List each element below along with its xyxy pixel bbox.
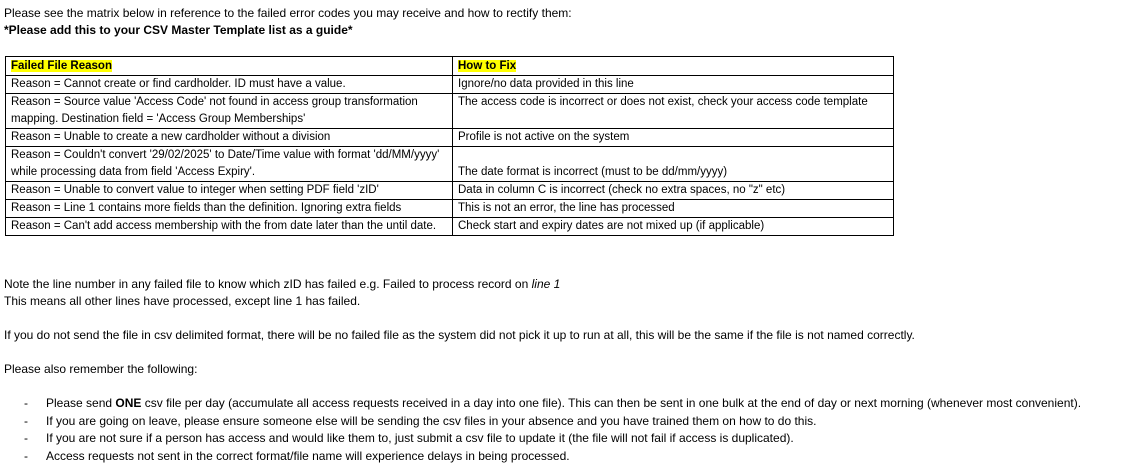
header-reason: Failed File Reason — [6, 57, 453, 76]
reason-cell: Reason = Unable to convert value to integer when setting PDF field 'zID' — [6, 182, 453, 200]
table-row — [6, 182, 894, 200]
fix-cell: Data in column C is incorrect (check no extra spaces, no "z" etc) — [453, 182, 894, 200]
reason-cell: Reason = Can't add access membership with the from date later than the until date. — [6, 218, 453, 236]
reason-cell: Reason = Source value 'Access Code' not found in access group transformation mapping. Destination field = 'Access Group Memberships' — [6, 94, 453, 129]
fix-cell: The date format is incorrect (must to be dd/mm/yyyy) — [453, 147, 894, 182]
failed-file-matrix — [5, 56, 894, 236]
reason-cell: Reason = Unable to create a new cardholder without a division — [6, 129, 453, 147]
csv-format-note: If you do not send the file in csv delimited format, there will be no failed file as the system did not pick it up to run at all, this will be the same if the file is not named correctly. — [4, 328, 915, 342]
fix-cell: Ignore/no data provided in this line — [453, 76, 894, 94]
table-row — [6, 218, 894, 236]
list-item: - If you are going on leave, please ensure someone else will be sending the csv files in your absence and you have trained them on how to do this. — [24, 413, 1081, 431]
table-row — [6, 147, 894, 182]
intro-block — [4, 5, 572, 39]
table-row — [6, 76, 894, 94]
header-fix: How to Fix — [453, 57, 894, 76]
fix-cell: The access code is incorrect or does not exist, check your access code template — [453, 94, 894, 129]
fix-cell: Profile is not active on the system — [453, 129, 894, 147]
table-row — [6, 129, 894, 147]
reason-cell: Reason = Couldn't convert '29/02/2025' to Date/Time value with format 'dd/MM/yyyy' while processing data from field 'Access Expiry'. — [6, 147, 453, 182]
reason-cell: Reason = Cannot create or find cardholder. ID must have a value. — [6, 76, 453, 94]
processed-note: This means all other lines have processed, except line 1 has failed. — [4, 294, 361, 308]
list-item: - Please send ONE csv file per day (accumulate all access requests received in a day into one file). This can then be sent in one bulk at the end of day or next morning (whenever most convenient). — [24, 395, 1081, 413]
reminder-list — [24, 395, 1081, 465]
reason-cell: Reason = Line 1 contains more fields than the definition. Ignoring extra fields — [6, 200, 453, 218]
intro-line: Please see the matrix below in reference to the failed error codes you may receive and how to rectify them: — [4, 6, 572, 20]
fix-cell: Check start and expiry dates are not mixed up (if applicable) — [453, 218, 894, 236]
intro-guide-line: *Please add this to your CSV Master Template list as a guide* — [4, 23, 353, 37]
list-item: - If you are not sure if a person has access and would like them to, just submit a csv file to update it (the file will not fail if access is duplicated). — [24, 430, 1081, 448]
line-number-note: Note the line number in any failed file to know which zID has failed e.g. Failed to process record on line 1 — [4, 277, 561, 291]
remember-heading: Please also remember the following: — [4, 362, 198, 376]
table-row — [6, 94, 894, 129]
table-header-row — [6, 57, 894, 76]
table-row — [6, 200, 894, 218]
fix-cell: This is not an error, the line has processed — [453, 200, 894, 218]
list-item: - Access requests not sent in the correct format/file name will experience delays in being processed. — [24, 448, 1081, 465]
